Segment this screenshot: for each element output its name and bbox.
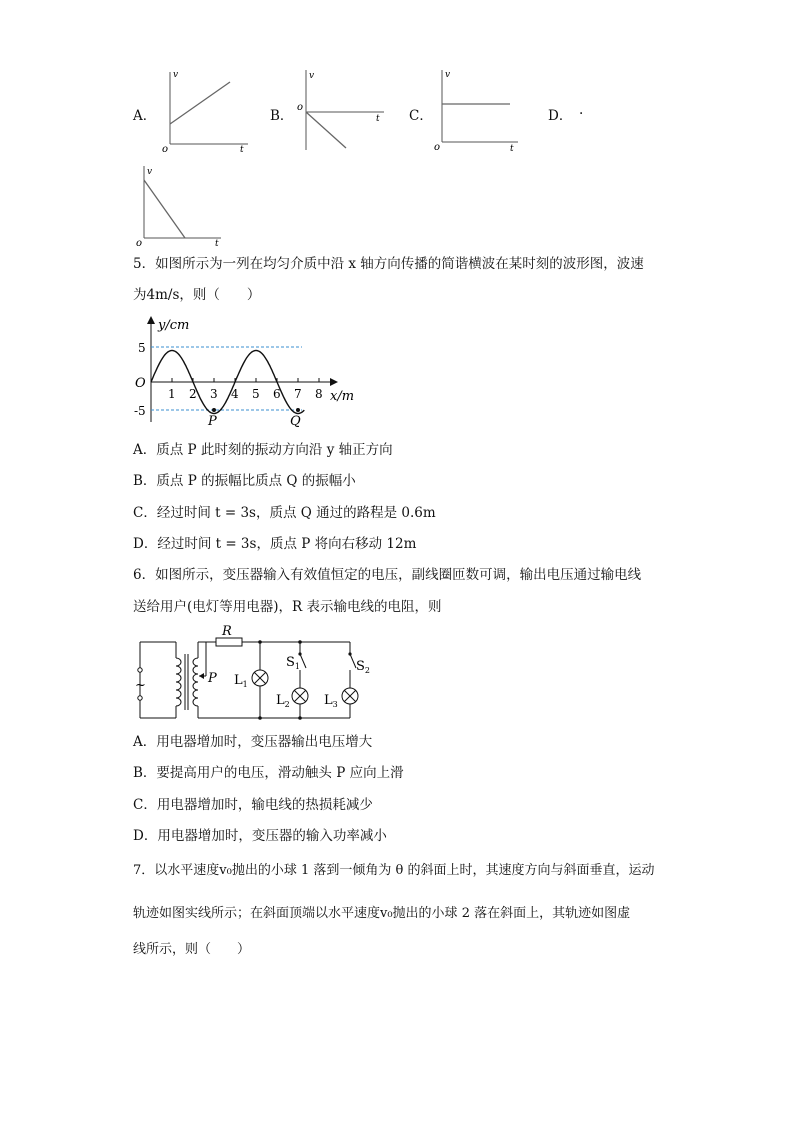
option-c-label: C． — [409, 108, 433, 124]
graph-b-t: t — [376, 114, 380, 124]
graph-b-line — [306, 112, 346, 148]
lamp-l2-label: $L_2$ — [276, 693, 290, 709]
graph-c-t: t — [510, 144, 514, 154]
graph-b-v: v — [309, 71, 315, 81]
graph-c-o: o — [434, 142, 441, 153]
origin-label: O — [135, 376, 146, 391]
lamp-l1-label: $L_1$ — [234, 673, 248, 689]
x-tick-1: 1 — [168, 387, 176, 401]
source-symbol: ~ — [135, 678, 146, 693]
graph-a-o: o — [162, 144, 169, 154]
q5-option-a[interactable]: A．质点 P 此时刻的振动方向沿 y 轴正方向 — [133, 442, 393, 458]
x-tick-8: 8 — [315, 387, 323, 401]
option-d-label: D． — [548, 108, 573, 124]
option-d-dot: . — [579, 102, 584, 118]
x-tick-6: 6 — [273, 387, 281, 401]
option-a-label: A． — [133, 108, 157, 124]
q6-stem-line1: 6．如图所示，变压器输入有效值恒定的电压，副线圈匝数可调，输出电压通过输电线 — [133, 567, 642, 583]
graph-d-o: o — [136, 238, 143, 248]
graph-d-line — [144, 180, 185, 238]
q7-line1: 7．以水平速度v₀抛出的小球 1 落到一倾角为 θ 的斜面上时，其速度方向与斜面垂直，运动 — [133, 863, 655, 878]
q5-stem-line2: 为4m/s，则（ ） — [133, 287, 261, 303]
graph-d-t: t — [215, 239, 219, 248]
x-tick-3: 3 — [210, 387, 218, 401]
q6-option-b[interactable]: B．要提高用户的电压，滑动触头 P 应向上滑 — [133, 765, 404, 781]
graph-d-v: v — [147, 167, 153, 177]
q5-option-d[interactable]: D．经过时间 t = 3s，质点 P 将向右移动 12m — [133, 536, 417, 552]
q6-option-a[interactable]: A．用电器增加时，变压器输出电压增大 — [133, 734, 373, 750]
q6-stem-line2: 送给用户(电灯等用电器)，R 表示输电线的电阻，则 — [133, 599, 442, 615]
point-q-label: Q — [290, 414, 301, 429]
graph-b-o: o — [297, 102, 304, 113]
point-p-label: P — [208, 414, 217, 429]
x-axis-label: x/m — [330, 389, 355, 404]
lamp-l3-label: $L_3$ — [324, 693, 338, 709]
q5-stem-line1: 5．如图所示为一列在均匀介质中沿 x 轴方向传播的简谐横波在某时刻的波形图，波速 — [133, 256, 644, 272]
graph-c — [430, 66, 522, 154]
x-tick-4: 4 — [231, 387, 239, 401]
resistor-label: R — [222, 624, 232, 639]
graph-a-v: v — [173, 70, 179, 80]
y-tick-neg5: -5 — [134, 404, 146, 418]
q7-line3: 线所示，则（ ） — [133, 942, 251, 957]
graph-a — [160, 66, 252, 154]
option-b-label: B． — [270, 108, 294, 124]
graph-a-line — [170, 82, 230, 124]
q5-option-c[interactable]: C．经过时间 t = 3s，质点 Q 通过的路程是 0.6m — [133, 505, 436, 521]
point-q-dot — [296, 408, 300, 412]
graph-d — [135, 162, 227, 248]
point-p-dot — [212, 408, 216, 412]
graph-b — [292, 66, 387, 154]
switch-s1-label: $S_1$ — [286, 655, 300, 671]
y-axis-label: y/cm — [158, 318, 190, 333]
circuit-figure — [130, 624, 370, 722]
graph-a-t: t — [240, 145, 244, 154]
switch-s2-label: $S_2$ — [356, 659, 370, 675]
graph-c-v: v — [445, 70, 451, 80]
x-tick-5: 5 — [252, 387, 260, 401]
slider-label: P — [208, 671, 217, 686]
wave-figure — [132, 312, 362, 430]
q5-option-b[interactable]: B．质点 P 的振幅比质点 Q 的振幅小 — [133, 473, 356, 489]
x-tick-2: 2 — [189, 387, 197, 401]
y-tick-5: 5 — [138, 341, 146, 355]
q6-option-c[interactable]: C．用电器增加时，输电线的热损耗减少 — [133, 797, 373, 813]
x-tick-7: 7 — [294, 387, 302, 401]
q7-line2: 轨迹如图实线所示；在斜面顶端以水平速度v₀抛出的小球 2 落在斜面上，其轨迹如图虚 — [133, 906, 631, 921]
q6-option-d[interactable]: D．用电器增加时，变压器的输入功率减小 — [133, 828, 387, 844]
